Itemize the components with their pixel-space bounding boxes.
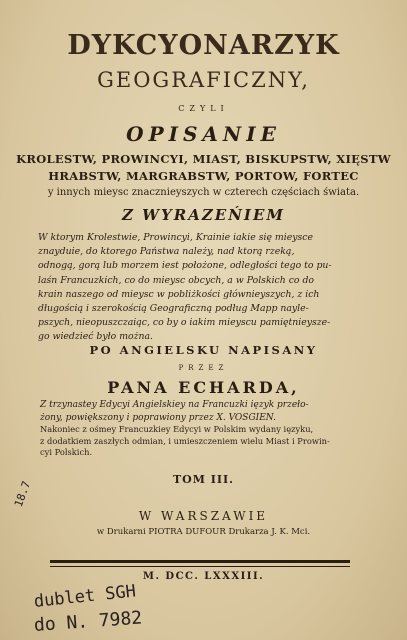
thin-rule [50,566,350,567]
polish-note-line: Nakoniec z ośmey Francuzkiey Edycyi w Polskim wydany ięzyku, [40,424,314,434]
description-line: znayduie, do ktorego Państwa należy, nad ktorą rzeką, [38,246,295,258]
scope-line-3: y innych mieysc znacznieyszych w czterech częściach świata. [47,187,360,198]
scope-line-2: HRABSTW, MARGRABSTW, PORTOW, FORTEC [48,169,359,183]
description-line: krain naszego od mieysc w pobliżkości głównieyszych, z ich [38,288,320,300]
description-line: go wiedzieć było można. [38,331,153,343]
description-line: odnogą, gorą lub morzem iest położone, odległości tego to pu- [38,260,332,272]
author-name: PANA ECHARDA, [107,378,300,397]
z-wyrazeniem-heading: Z WYRAZEŃIEM [122,206,285,224]
volume-number: TOM III. [172,473,235,486]
description-line: długością i szerokością Geograficzną podług Mapp nayle- [38,303,309,315]
handwritten-note-duplicate: dublet SGH [32,581,137,612]
description-paragraph [38,231,372,345]
translation-note [40,399,374,425]
language-line: PO ANGIELSKU NAPISANY [89,343,318,357]
book-subtitle: GEOGRAFICZNY, [97,68,310,92]
description-line: W ktorym Krolestwie, Prowincyi, Krainie iakie się mieysce [38,232,313,243]
publication-place: W WARSZAWIE [138,509,269,523]
polish-note-line: z dodatkiem zaszłych odmian, i umieszczeniem wielu Miast i Prowin- [40,435,330,446]
thick-rule [50,560,350,563]
czyli-word: CZYLI [178,104,229,113]
description-line: pszych, nieopuszczaiąc, co by o iakim mieyscu pamiętnieysze- [38,317,331,329]
translation-line: Z trzynastey Edycyi Angielskiey na Francuzki ięzyk przeło- [40,400,309,410]
polish-note-line: cyi Polskich. [40,447,93,457]
translation-line: żony, powiększony i poprawiony przez X. VOSGIEN. [40,413,276,423]
handwritten-note-number: do N. 7982 [33,607,143,636]
description-line: laśn Francuzkich, co do mieysc obcych, a w Polskich co do [38,274,315,286]
scope-line-1: KROLESTW, PROWINCYI, MIAST, BISKUPSTW, XIĘSTW [16,152,391,166]
book-title: DYKCYONARZYK [67,30,340,61]
handwritten-shelf-number: 18.7 [11,479,34,509]
publication-year: M. DCC. LXXXIII. [142,571,265,582]
przez-word: PRZEZ [178,364,229,372]
printer-line: w Drukarni PIOTRA DUFOUR Drukarza J. K. Mci. [96,527,311,537]
polish-edition-note [40,424,374,459]
opisanie-heading: OPISANIE [126,122,281,146]
